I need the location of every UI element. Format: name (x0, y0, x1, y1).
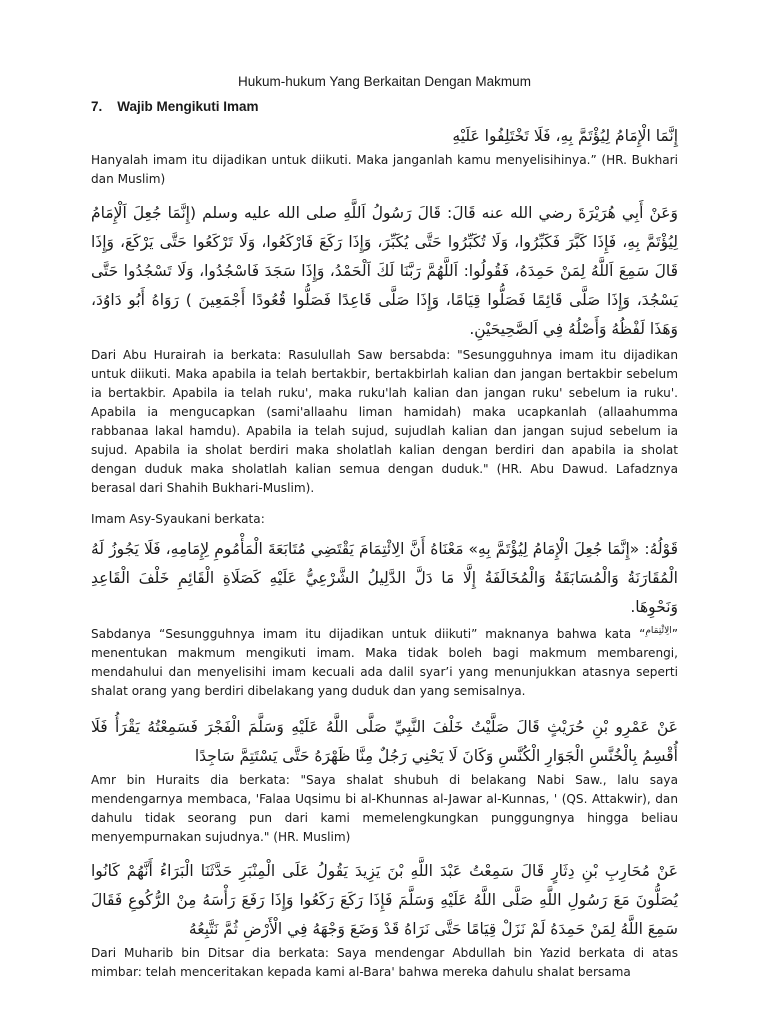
arabic-quote-syaukani: قَوْلُهُ: «إِنَّمَا جُعِلَ الْإِمَامُ لِيُؤْتَمَّ بِهِ» مَعْنَاهُ أَنَّ الِائْتِمَامَ يَقْتَضِي مُتَابَعَةَ الْمَأْمُومِ لِإِمَامِهِ، فَلَا يَجُوزُ لَهُ الْمُقَارَنَةُ وَالْمُسَابَقَةُ وَالْمُخَالَفَةُ إِلَّا مَا دَلَّ الدَّلِيلُ الشَّرْعِيُّ عَلَيْهِ كَصَلَاةِ الْقَائِمِ خَلْفَ الْقَاعِدِ وَنَحْوِهَا. (91, 540, 678, 616)
translation-3-part1: Sabdanya “Sesungguhnya imam itu dijadikan untuk diikuti” maknanya bahwa kata “ (91, 627, 646, 642)
translation-5: Dari Muharib bin Ditsar dia berkata: Saya mendengar Abdullah bin Yazid berkata di atas mimbar: telah menceritakan kepada kami al-Bara' bahwa mereka dahulu shalat bersama (91, 946, 678, 980)
arabic-hadith-4: عَنْ عَمْرِو بْنِ حُرَيْثٍ قَالَ صَلَّيْتُ خَلْفَ النَّبِيِّ صَلَّى اللَّهُ عَلَيْهِ وَسَلَّمَ الْفَجْرَ فَسَمِعْتُهُ يَقْرَأُ فَلَا أُقْسِمُ بِالْخُنَّسِ الْجَوَارِ الْكُنَّسِ وَكَانَ لَا يَحْنِي رَجُلٌ مِنَّا ظَهْرَهُ حَتَّى يَسْتَتِمَّ سَاجِدًا (91, 718, 678, 766)
section-number: 7. (91, 99, 103, 114)
translation-3-part2: ” menentukan makmum mengikuti imam. Maka tidak boleh bagi makmum membarengi, mendahului dan menyelisihi imam kecuali ada dalil syar’i yang menunjukkan atasnya seperti shalat orang yang berdiri dibelakang yang duduk dan yang semisalnya. (91, 627, 678, 699)
translation-4: Amr bin Huraits dia berkata: "Saya shalat shubuh di belakang Nabi Saw., lalu saya mendengarnya membaca, 'Falaa Uqsimu bi al-Khunnas al-Jawar al-Kunnas, ' (QS. Attakwir), dan dahulu tidak seorang pun dari kami memelengkungkan punggungnya hingga beliau menyempurnakan sujudnya." (HR. Muslim) (91, 773, 678, 845)
translation-2: Dari Abu Hurairah ia berkata: Rasulullah Saw bersabda: "Sesungguhnya imam itu dijadikan untuk diikuti. Maka apabila ia telah bertakbir, bertakbirlah kalian dan jangan bertakbir sebelum ia bertakbir. Apabila ia telah ruku', maka ruku'lah kalian dan jangan ruku' sebelum ia ruku'. Apabila ia mengucapkan (sami'allaahu liman hamidah) maka ucapkanlah (allaahumma rabbanaa lakal hamdu). Apabila ia telah sujud, sujudlah kalian dan jangan sujud sebelum ia sujud. Apabila ia sholat berdiri maka sholatlah kalian dengan berdiri dan apabila ia sholat dengan duduk maka sholatlah kalian semua dengan duduk." (HR. Abu Dawud. Lafadznya berasal dari Shahih Bukhari-Muslim). (91, 348, 678, 495)
translation-3-arabic-word: الِائْتِمَامِ (645, 626, 672, 636)
intro-imam-syaukani: Imam Asy-Syaukani berkata: (91, 512, 265, 526)
arabic-hadith-2: وَعَنْ أَبِي هُرَيْرَةَ رضي الله عنه قَالَ: قَالَ رَسُولُ اَللَّهِ صلى الله عليه وسلم (إِنَّمَا جُعِلَ اَلْإِمَامُ لِيُؤْتَمَّ بِهِ، فَإِذَا كَبَّرَ فَكَبِّرُوا، وَلَا تُكَبِّرُوا حَتَّى يُكَبِّرَ، وَإِذَا رَكَعَ فَارْكَعُوا، وَلَا تَرْكَعُوا حَتَّى يَرْكَعَ، وَإِذَا قَالَ سَمِعَ اَللَّهُ لِمَنْ حَمِدَهُ، فَقُولُوا: اَللَّهُمَّ رَبَّنَا لَكَ اَلْحَمْدُ، وَإِذَا سَجَدَ فَاسْجُدُوا، وَلَا تَسْجُدُوا حَتَّى يَسْجُدَ، وَإِذَا صَلَّى قَائِمًا فَصَلُّوا قِيَامًا، وَإِذَا صَلَّى قَاعِدًا فَصَلُّوا قُعُودًا أَجْمَعِينَ ) رَوَاهُ أَبُو دَاوُدَ، وَهَذَا لَفْظُهُ وَأَصْلُهُ فِي اَلصَّحِيحَيْنِ. (91, 204, 678, 338)
translation-3 (91, 622, 678, 701)
arabic-hadith-1: إِنَّمَا الْإِمَامُ لِيُؤْتَمَّ بِهِ، فَلَا تَخْتَلِفُوا عَلَيْهِ (452, 127, 678, 145)
document-title: Hukum-hukum Yang Berkaitan Dengan Makmum (238, 74, 531, 89)
translation-1: Hanyalah imam itu dijadikan untuk diikuti. Maka janganlah kamu menyelisihinya.” (HR. Bukhari dan Muslim) (91, 153, 678, 186)
arabic-hadith-5: عَنْ مُحَارِبِ بْنِ دِثَارٍ قَالَ سَمِعْتُ عَبْدَ اللَّهِ بْنَ يَزِيدَ يَقُولُ عَلَى الْمِنْبَرِ حَدَّثَنَا الْبَرَاءُ أَنَّهُمْ كَانُوا يُصَلُّونَ مَعَ رَسُولِ اللَّهِ صَلَّى اللَّهُ عَلَيْهِ وَسَلَّمَ فَإِذَا رَكَعَ رَكَعُوا وَإِذَا رَفَعَ رَأْسَهُ مِنْ الرُّكُوعِ فَقَالَ سَمِعَ اللَّهُ لِمَنْ حَمِدَهُ لَمْ نَزَلْ قِيَامًا حَتَّى نَرَاهُ قَدْ وَضَعَ وَجْهَهُ فِي الْأَرْضِ ثُمَّ نَتَّبِعُهُ (91, 862, 678, 939)
section-title: Wajib Mengikuti Imam (117, 99, 259, 114)
document-page (91, 74, 678, 982)
section-heading (91, 99, 678, 114)
